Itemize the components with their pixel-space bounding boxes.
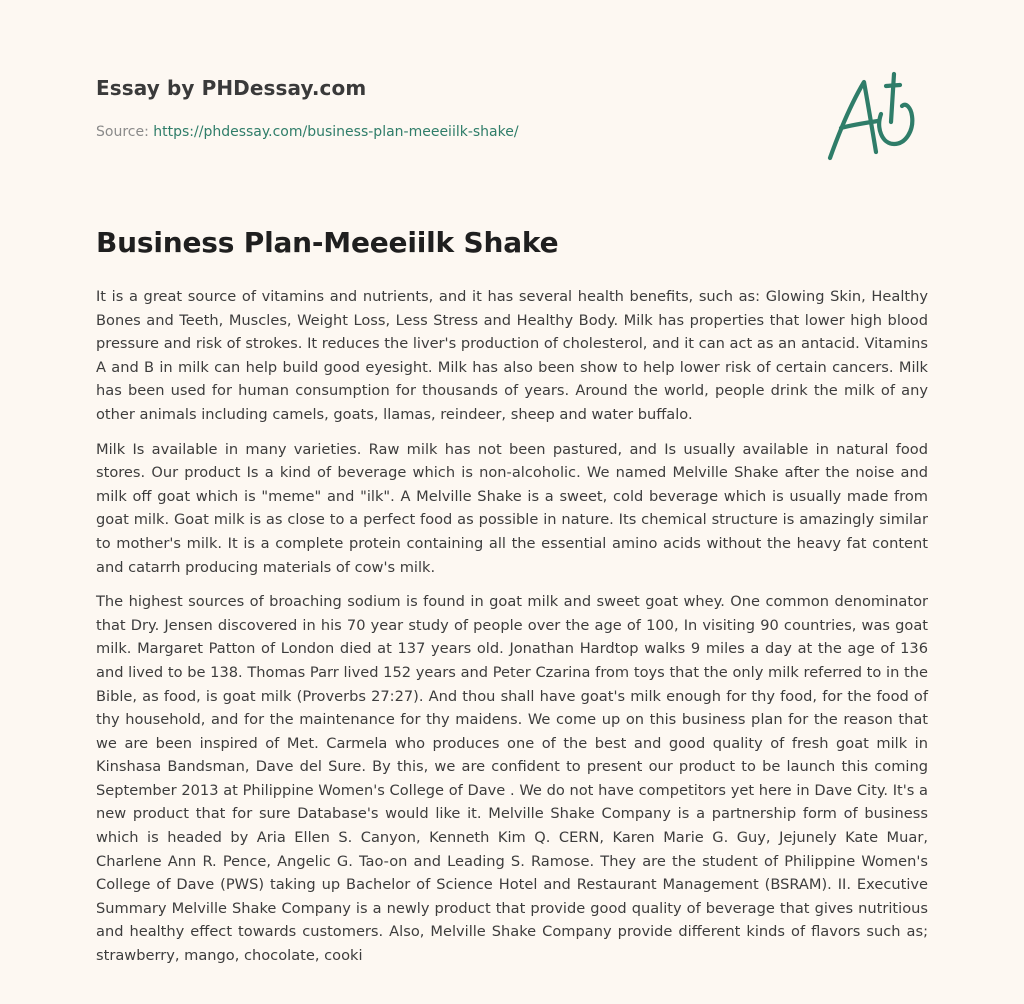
a-plus-grade-icon: [826, 68, 930, 164]
essay-paragraph-1: It is a great source of vitamins and nutrients, and it has several health benefits, such as: Glowing Skin, Healthy Bones and Teeth, Muscles, Weight Loss, Less Stress and Healthy Body. Milk has properties that lower high blood pressure and risk of strokes. It reduces the liver's production of cholesterol, and it can act as an antacid. Vitamins A and B in milk can help build good eyesight. Milk has also been show to help lower risk of certain cancers. Milk has been used for human consumption for thousands of years. Around the world, people drink the milk of any other animals including camels, goats, llamas, reindeer, sheep and water buffalo.: [96, 288, 928, 423]
source-line: [96, 124, 519, 140]
source-link[interactable]: https://phdessay.com/business-plan-meeeiilk-shake/: [153, 124, 519, 140]
site-brand: Essay by PHDessay.com: [96, 76, 367, 100]
essay-paragraph-2: Milk Is available in many varieties. Raw milk has not been pastured, and Is usually available in natural food stores. Our product Is a kind of beverage which is non-alcoholic. We named Melville Shake after the noise and milk off goat which is "meme" and "ilk". A Melville Shake is a sweet, cold beverage which is usually made from goat milk. Goat milk is as close to a perfect food as possible in nature. Its chemical structure is amazingly similar to mother's milk. It is a complete protein containing all the essential amino acids without the heavy fat content and catarrh producing materials of cow's milk.: [96, 440, 928, 576]
source-label: Source:: [96, 124, 154, 140]
essay-paragraph-3: The highest sources of broaching sodium is found in goat milk and sweet goat whey. One common denominator that Dry. Jensen discovered in his 70 year study of people over the age of 100, In visiting 90 countries, was goat milk. Margaret Patton of London died at 137 years old. Jonathan Hardtop walks 9 miles a day at the age of 136 and lived to be 138. Thomas Parr lived 152 years and Peter Czarina from toys that the only milk referred to in the Bible, as food, is goat milk (Proverbs 27:27). And thou shall have goat's milk enough for thy food, for the food of thy household, and for the maintenance for thy maidens. We come up on this business plan for the reason that we are been inspired of Met. Carmela who produces one of the best and good quality of fresh goat milk in Kinshasa Bandsman, Dave del Sure. By this, we are confident to present our product to be launch this coming September 2013 at Philippine Women's College of Dave . We do not have competitors yet here in Dave City. It's a new product that for sure Database's would like it. Melville Shake Company is a partnership form of business which is headed by Aria Ellen S. Canyon, Kenneth Kim Q. CERN, Karen Marie G. Guy, Jejunely Kate Muar, Charlene Ann R. Pence, Angelic G. Tao-on and Leading S. Ramose. They are the student of Philippine Women's College of Dave (PWS) taking up Bachelor of Science Hotel and Restaurant Management (BSRAM). II. Executive Summary Melville Shake Company is a newly product that provide good quality of beverage that gives nutritious and healthy effect towards customers. Also, Melville Shake Company provide different kinds of flavors such as; strawberry, mango, chocolate, cooki: [96, 593, 928, 965]
essay-title: Business Plan-Meeeiilk Shake: [96, 226, 559, 259]
essay-body: [96, 285, 928, 979]
